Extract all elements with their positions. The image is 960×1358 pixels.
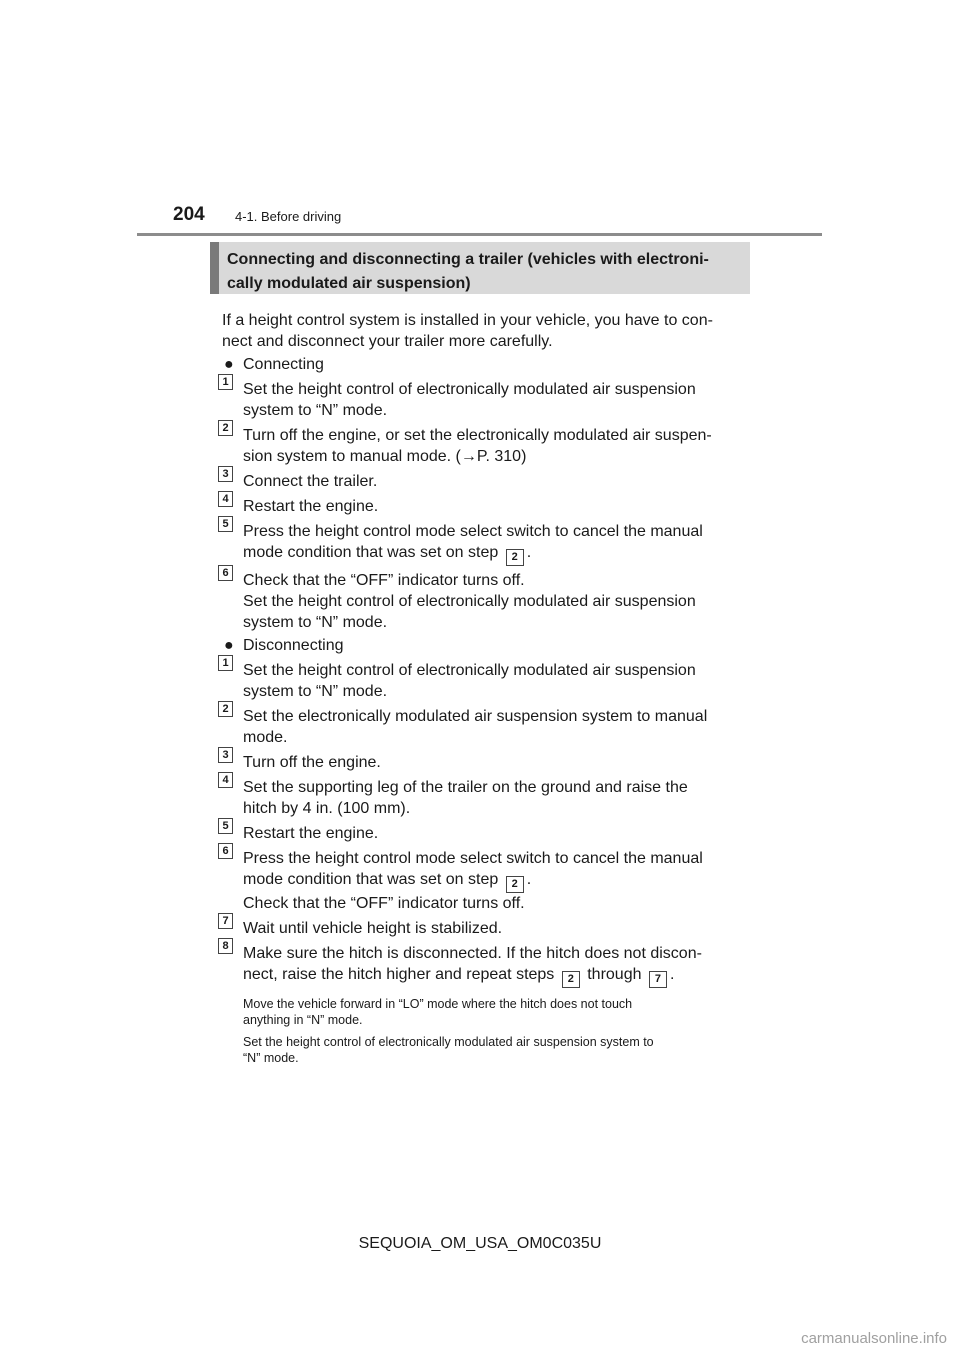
step-number-badge: 3 [218, 466, 233, 482]
disconnect-step-3: 3 Turn off the engine. [222, 752, 745, 773]
step-number-badge: 4 [218, 491, 233, 507]
disconnect-step-1: 1 Set the height control of electronically modulated air suspension system to “N” mode. [222, 660, 745, 702]
disconnect-step-7: 7 Wait until vehicle height is stabilized. [222, 918, 745, 939]
step-number-badge: 1 [218, 655, 233, 671]
connect-step-4: 4 Restart the engine. [222, 496, 745, 517]
step-number-badge: 5 [218, 818, 233, 834]
disconnect-step-8: 8 Make sure the hitch is disconnected. If the hitch does not discon- nect, raise the hitch higher and repeat steps 2 through 7 . [222, 943, 745, 988]
step-reference-badge: 2 [506, 549, 524, 566]
disconnect-step-2: 2 Set the electronically modulated air suspension system to manual mode. [222, 706, 745, 748]
bullet-icon: ● [224, 637, 234, 654]
step-number-badge: 5 [218, 516, 233, 532]
step-reference-badge: 2 [562, 971, 580, 988]
arrow-icon: → [460, 448, 477, 465]
connect-step-1: 1 Set the height control of electronically modulated air suspension system to “N” mode. [222, 379, 745, 421]
step-number-badge: 6 [218, 565, 233, 581]
page-number: 204 [173, 204, 205, 225]
note-paragraph: Move the vehicle forward in “LO” mode where the hitch does not touch anything in “N” mode. [243, 997, 633, 1027]
header-divider [137, 233, 822, 236]
bullet-heading: Connecting [243, 356, 324, 373]
connect-step-5: 5 Press the height control mode select switch to cancel the manual mode condition that was set on step 2 . [222, 521, 745, 566]
note-paragraph: Set the height control of electronically modulated air suspension system to “N” mode. [243, 1035, 654, 1065]
step-reference-badge: 2 [506, 876, 524, 893]
step-number-badge: 2 [218, 420, 233, 436]
connect-step-2: 2 Turn off the engine, or set the electronically modulated air suspen- sion system to manual mode. (→P. 310) [222, 425, 745, 467]
intro-paragraph: If a height control system is installed in your vehicle, you have to con- nect and disconnect your trailer more carefully. [222, 312, 713, 350]
step-number-badge: 4 [218, 772, 233, 788]
document-code: SEQUOIA_OM_USA_OM0C035U [358, 1235, 602, 1252]
section-title-line: cally modulated air suspension) [227, 275, 471, 292]
step-number-badge: 8 [218, 938, 233, 954]
content [222, 310, 745, 1066]
step-number-badge: 3 [218, 747, 233, 763]
section-title-box [210, 242, 750, 294]
bullet-heading: Disconnecting [243, 637, 344, 654]
bullet-disconnecting [222, 635, 745, 656]
section-reference: 4-1. Before driving [235, 209, 342, 224]
disconnect-step-5: 5 Restart the engine. [222, 823, 745, 844]
step-number-badge: 6 [218, 843, 233, 859]
connect-step-6: 6 Check that the “OFF” indicator turns off. Set the height control of electronically modulated air suspension system to “N” mode. [222, 570, 745, 633]
disconnect-step-4: 4 Set the supporting leg of the trailer on the ground and raise the hitch by 4 in. (100 mm). [222, 777, 745, 819]
bullet-icon: ● [224, 356, 234, 373]
section-title-line: Connecting and disconnecting a trailer (vehicles with electroni- [227, 251, 709, 268]
disconnect-step-6: 6 Press the height control mode select switch to cancel the manual mode condition that was set on step 2 . Check that the “OFF” indicator turns off. [222, 848, 745, 914]
connect-step-3: 3 Connect the trailer. [222, 471, 745, 492]
step-number-badge: 2 [218, 701, 233, 717]
step-number-badge: 7 [218, 913, 233, 929]
step-reference-badge: 7 [649, 971, 667, 988]
watermark: carmanualsonline.info [801, 1330, 947, 1347]
step-number-badge: 1 [218, 374, 233, 390]
bullet-connecting [222, 354, 745, 375]
